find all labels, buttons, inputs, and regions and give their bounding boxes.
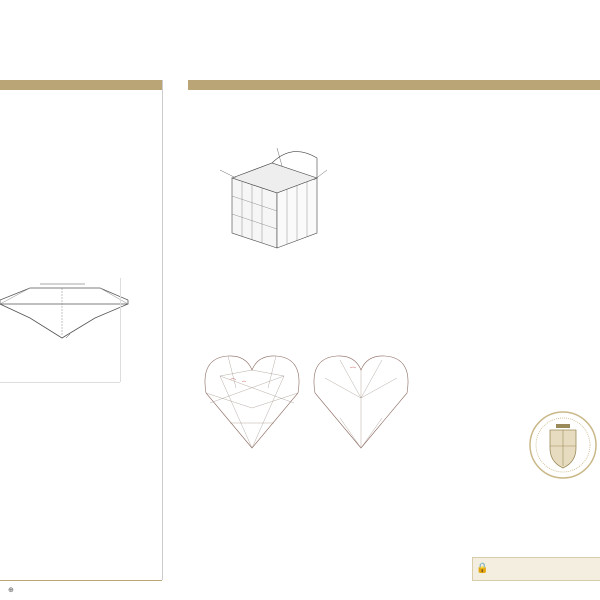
lock-icon: 🔒 bbox=[476, 563, 489, 574]
heart-plots bbox=[200, 348, 415, 453]
gia-seal-icon bbox=[528, 410, 598, 480]
profile-box-bottom bbox=[0, 382, 120, 383]
right-section-bar bbox=[188, 80, 600, 90]
left-divider bbox=[162, 80, 163, 580]
left-footer-line bbox=[0, 580, 162, 581]
security-box bbox=[472, 557, 600, 581]
color-cube-illustration bbox=[202, 138, 352, 258]
profile-box-edge bbox=[120, 278, 121, 382]
footer-url[interactable]: ⊕ bbox=[8, 587, 14, 594]
profile-diagram bbox=[0, 278, 130, 348]
